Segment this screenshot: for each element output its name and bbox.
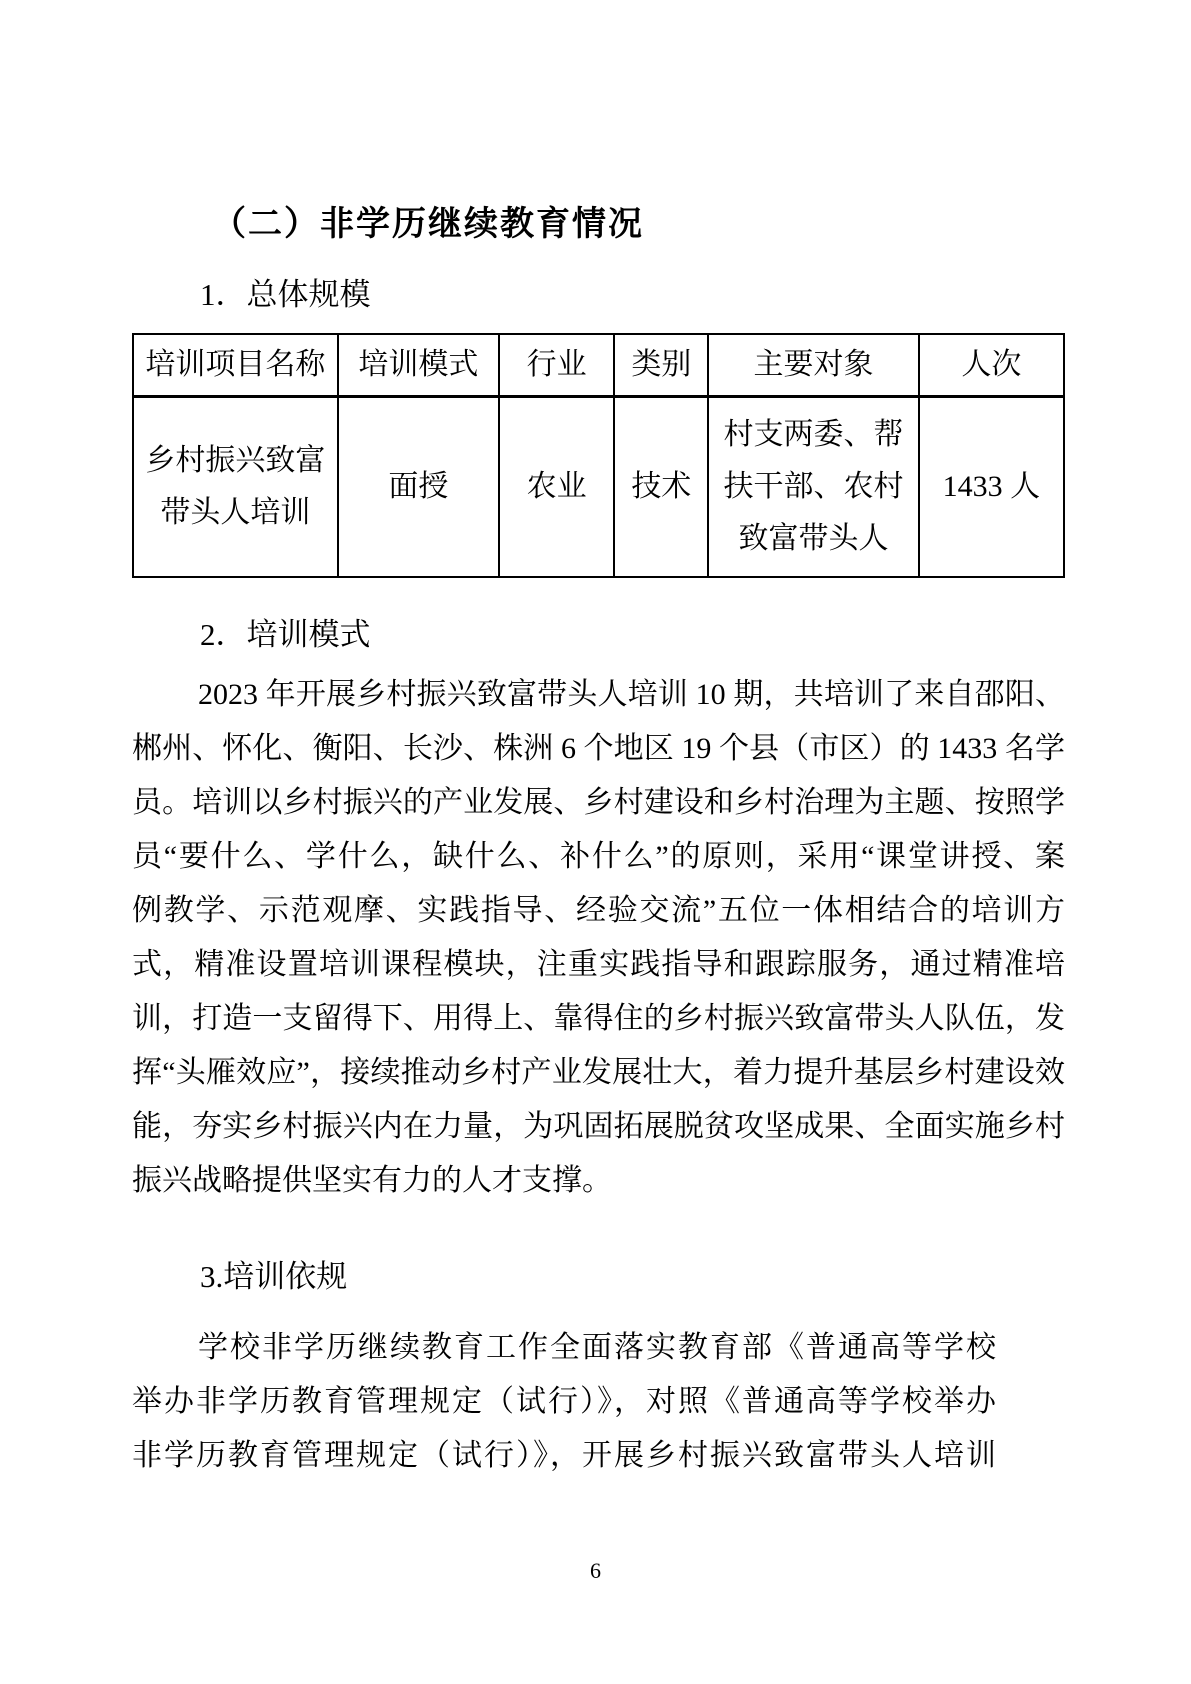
paragraph-line: 学校非学历继续教育工作全面落实教育部《普通高等学校 xyxy=(198,1331,998,1365)
header-person-count: 人次 xyxy=(919,334,1064,397)
paragraph-line: 2023 年开展乡村振兴致富带头人培训 10 期，共培训了来自邵阳、 xyxy=(198,678,1065,712)
section-heading: （二）非学历继续教育情况 xyxy=(212,206,644,243)
subheading-training-mode: 2．培训模式 xyxy=(200,616,371,652)
subheading-overall-scale: 1．总体规模 xyxy=(200,276,371,312)
cell-training-mode: 面授 xyxy=(338,396,499,577)
header-main-target: 主要对象 xyxy=(708,334,918,397)
paragraph-line: 员。培训以乡村振兴的产业发展、乡村建设和乡村治理为主题、按照学 xyxy=(132,786,1065,820)
paragraph-line: 举办非学历教育管理规定（试行）》，对照《普通高等学校举办 xyxy=(132,1385,998,1419)
paragraph-line: 振兴战略提供坚实有力的人才支撑。 xyxy=(132,1164,612,1198)
cell-project-name: 乡村振兴致富带头人培训 xyxy=(133,396,338,577)
paragraph-line: 非学历教育管理规定（试行）》，开展乡村振兴致富带头人培训 xyxy=(132,1439,998,1473)
paragraph-training-compliance xyxy=(132,1321,1065,1483)
table-header-row xyxy=(133,334,1064,397)
paragraph-line: 能，夯实乡村振兴内在力量，为巩固拓展脱贫攻坚成果、全面实施乡村 xyxy=(132,1110,1065,1144)
page-number: 6 xyxy=(590,1558,601,1583)
cell-industry: 农业 xyxy=(499,396,614,577)
training-summary-table xyxy=(132,333,1065,578)
header-industry: 行业 xyxy=(499,334,614,397)
cell-main-target: 村支两委、帮扶干部、农村致富带头人 xyxy=(708,396,918,577)
paragraph-line: 训，打造一支留得下、用得上、靠得住的乡村振兴致富带头人队伍，发 xyxy=(132,1002,1065,1036)
header-project-name: 培训项目名称 xyxy=(133,334,338,397)
paragraph-training-mode xyxy=(132,668,1065,1208)
table-row xyxy=(133,396,1064,577)
paragraph-line: 式，精准设置培训课程模块，注重实践指导和跟踪服务，通过精准培 xyxy=(132,948,1065,982)
paragraph-line: 郴州、怀化、衡阳、长沙、株洲 6 个地区 19 个县（市区）的 1433 名学 xyxy=(132,732,1065,766)
cell-person-count: 1433 人 xyxy=(919,396,1064,577)
subheading-training-compliance: 3.培训依规 xyxy=(200,1259,348,1295)
paragraph-line: 例教学、示范观摩、实践指导、经验交流”五位一体相结合的培训方 xyxy=(132,894,1065,928)
header-training-mode: 培训模式 xyxy=(338,334,499,397)
paragraph-line: 员“要什么、学什么，缺什么、补什么”的原则，采用“课堂讲授、案 xyxy=(132,840,1065,874)
header-category: 类别 xyxy=(614,334,708,397)
paragraph-line: 挥“头雁效应”，接续推动乡村产业发展壮大，着力提升基层乡村建设效 xyxy=(132,1056,1065,1090)
cell-category: 技术 xyxy=(614,396,708,577)
